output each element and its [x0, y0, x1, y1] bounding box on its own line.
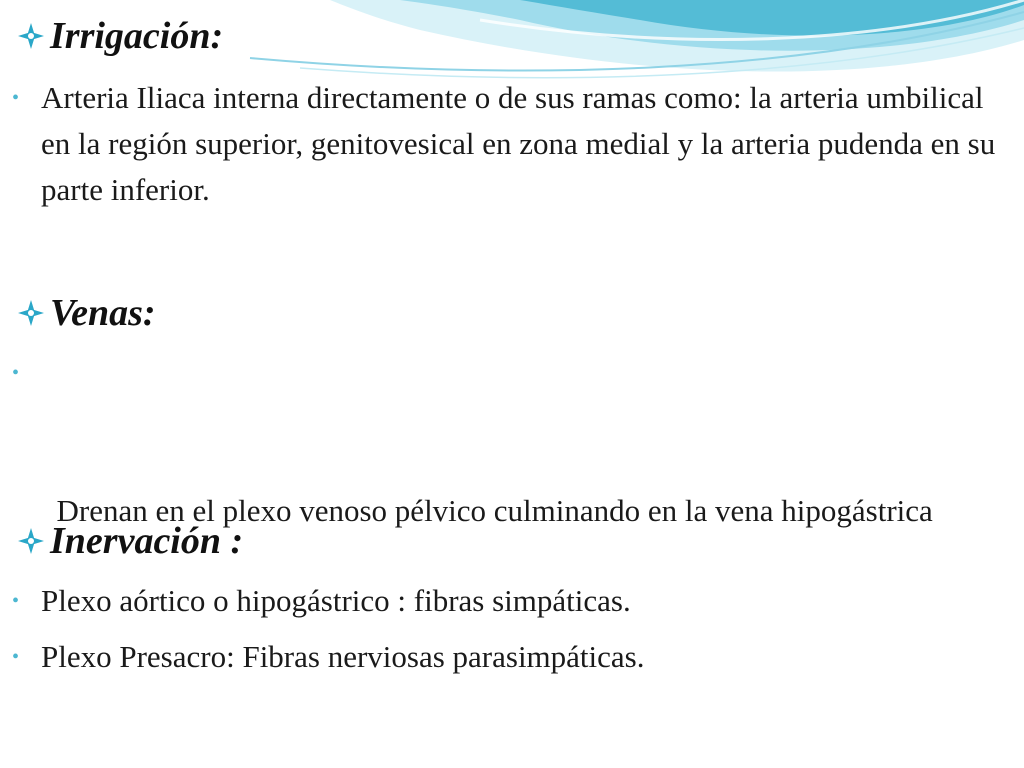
- bullet-text: Plexo Presacro: Fibras nerviosas parasimpáticas.: [41, 639, 645, 674]
- section-heading-inervacion: [16, 519, 243, 563]
- section-heading-text: Inervación :: [50, 520, 244, 562]
- bullet-text: Plexo aórtico o hipogástrico : fibras simpáticas.: [41, 583, 631, 618]
- bullet-text: Drenan en el plexo venoso pélvico culminando en la vena hipogástrica: [41, 493, 933, 528]
- section-heading-irrigacion: [16, 14, 223, 58]
- bullet-item: [12, 578, 1007, 624]
- bullet-dot-icon: •: [12, 362, 20, 384]
- bullet-dot-icon: •: [12, 590, 20, 612]
- section-heading-text: Venas:: [50, 292, 156, 334]
- diamond-bullet-icon: [16, 21, 46, 51]
- bullet-item: [12, 75, 1007, 213]
- section-heading-venas: [16, 291, 156, 335]
- bullet-item: [12, 634, 1007, 680]
- bullet-dot-icon: •: [12, 646, 20, 668]
- section-heading-text: Irrigación:: [50, 15, 224, 57]
- bullet-dot-icon: •: [12, 87, 20, 109]
- diamond-bullet-icon: [16, 298, 46, 328]
- diamond-bullet-icon: [16, 526, 46, 556]
- bullet-text: Arteria Iliaca interna directamente o de sus ramas como: la arteria umbilical en la región superior, genitovesical en zona medial y la arteria pudenda en su parte inferior.: [41, 80, 996, 207]
